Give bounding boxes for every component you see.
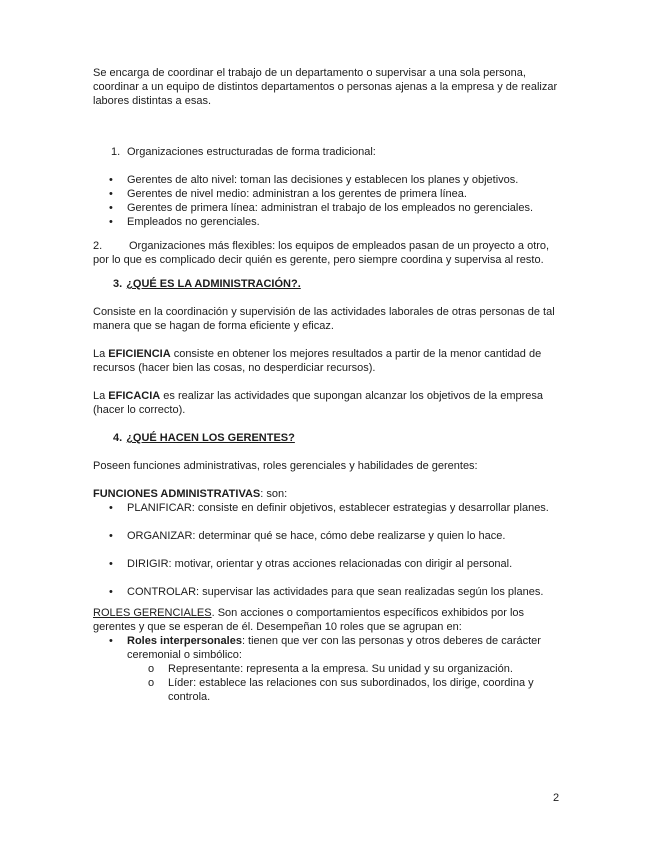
sub-list-item-text: Representante: representa a la empresa. Su unidad y su organización. (168, 663, 513, 675)
eficacia-term: EFICACIA (108, 390, 161, 402)
list-item-text: PLANIFICAR: consiste en definir objetivos, establecer estrategias y desarrollar planes. (127, 502, 549, 514)
paragraph-item-2-number: 2. (93, 240, 103, 252)
numbered-item-1 (93, 145, 566, 159)
paragraph-intro: Se encarga de coordinar el trabajo de un departamento o supervisar a una sola persona, coordinar a un equipo de distintos departamentos o personas ajenas a la empresa y de realizar labores distintas a esas. (93, 67, 558, 107)
section-heading-administracion (93, 277, 566, 291)
list-item-text: CONTROLAR: supervisar las actividades para que sean realizadas según los planes. (127, 586, 544, 598)
list-item (93, 529, 566, 543)
bullet-list-funciones (93, 501, 566, 599)
sub-bullet-marker: o (148, 677, 155, 689)
paragraph-roles-gerenciales (93, 606, 566, 634)
section-heading-gerentes (93, 431, 566, 445)
funciones-term: FUNCIONES ADMINISTRATIVAS (93, 488, 261, 500)
bullet-marker: • (109, 188, 113, 200)
bullet-list-niveles-gerentes (93, 173, 566, 229)
paragraph-eficacia (93, 389, 566, 417)
heading-number: 4. (113, 432, 123, 444)
bullet-marker: • (109, 586, 113, 598)
bullet-marker: • (109, 530, 113, 542)
bullet-roles-interpersonales (93, 634, 566, 662)
list-item-text: Empleados no gerenciales. (127, 216, 260, 228)
paragraph-item-2 (93, 239, 566, 267)
list-item (93, 215, 566, 229)
paragraph-item-2-text: Organizaciones más flexibles: los equipos de empleados pasan de un proyecto a otro, por lo que es complicado decir quién es gerente, pero siempre coordina y supervisa al resto. (93, 240, 550, 266)
paragraph-funciones-administrativas (93, 487, 566, 501)
document-content (93, 66, 566, 704)
list-item (93, 173, 566, 187)
roles-inter-rest: : tienen que ver con las personas y otros deberes de carácter ceremonial o simbólico: (127, 635, 541, 661)
sub-list-item (93, 676, 566, 704)
list-item-text (127, 634, 566, 662)
page-number: 2 (553, 792, 560, 804)
numbered-item-1-number: 1. (111, 146, 121, 158)
list-item (93, 201, 566, 215)
sub-list-item-text: Líder: establece las relaciones con sus subordinados, los dirige, coordina y controla. (168, 677, 534, 703)
bullet-marker: • (109, 202, 113, 214)
funciones-rest: : son: (260, 488, 288, 500)
list-item-text: Gerentes de nivel medio: administran a los gerentes de primera línea. (127, 188, 467, 200)
bullet-marker: • (109, 174, 113, 186)
roles-inter-term: Roles interpersonales (127, 635, 242, 647)
list-item-text: DIRIGIR: motivar, orientar y otras acciones relacionadas con dirigir al personal. (127, 558, 513, 570)
list-item (93, 585, 566, 599)
sub-list-item (93, 662, 566, 676)
list-item (93, 557, 566, 571)
eficiencia-rest: consiste en obtener los mejores resultados a partir de la menor cantidad de recursos (hacer bien las cosas, no desperdiciar recursos). (93, 348, 542, 374)
sub-bullet-marker: o (148, 663, 155, 675)
heading-text: ¿QUÉ HACEN LOS GERENTES? (126, 432, 295, 444)
roles-rest: . Son acciones o comportamientos específicos exhibidos por los gerentes y que se esperan de él. Desempeñan 10 roles que se agrupan en: (93, 607, 525, 633)
paragraph-definicion-administracion: Consiste en la coordinación y supervisión de las actividades laborales de otras personas de tal manera que se hagan de forma eficiente y eficaz. (93, 306, 555, 332)
eficiencia-lead: La (93, 348, 109, 360)
roles-term: ROLES GERENCIALES (93, 607, 212, 619)
bullet-marker: • (109, 216, 113, 228)
numbered-item-1-text: Organizaciones estructuradas de forma tradicional: (127, 146, 376, 158)
bullet-marker: • (109, 558, 113, 570)
bullet-marker: • (109, 502, 113, 514)
list-item (93, 187, 566, 201)
paragraph-poseen: Poseen funciones administrativas, roles gerenciales y habilidades de gerentes: (93, 460, 478, 472)
list-item (93, 501, 566, 515)
eficacia-rest: es realizar las actividades que supongan alcanzar los objetivos de la empresa (hacer lo correcto). (93, 390, 544, 416)
eficacia-lead: La (93, 390, 109, 402)
heading-number: 3. (113, 278, 123, 290)
list-item-text: Gerentes de alto nivel: toman las decisiones y establecen los planes y objetivos. (127, 174, 519, 186)
list-item-text: Gerentes de primera línea: administran el trabajo de los empleados no gerenciales. (127, 202, 534, 214)
bullet-marker: • (109, 635, 113, 647)
heading-text: ¿QUÉ ES LA ADMINISTRACIÓN?. (126, 278, 301, 290)
paragraph-eficiencia (93, 347, 566, 375)
eficiencia-term: EFICIENCIA (108, 348, 171, 360)
list-item-text: ORGANIZAR: determinar qué se hace, cómo debe realizarse y quien lo hace. (127, 530, 506, 542)
